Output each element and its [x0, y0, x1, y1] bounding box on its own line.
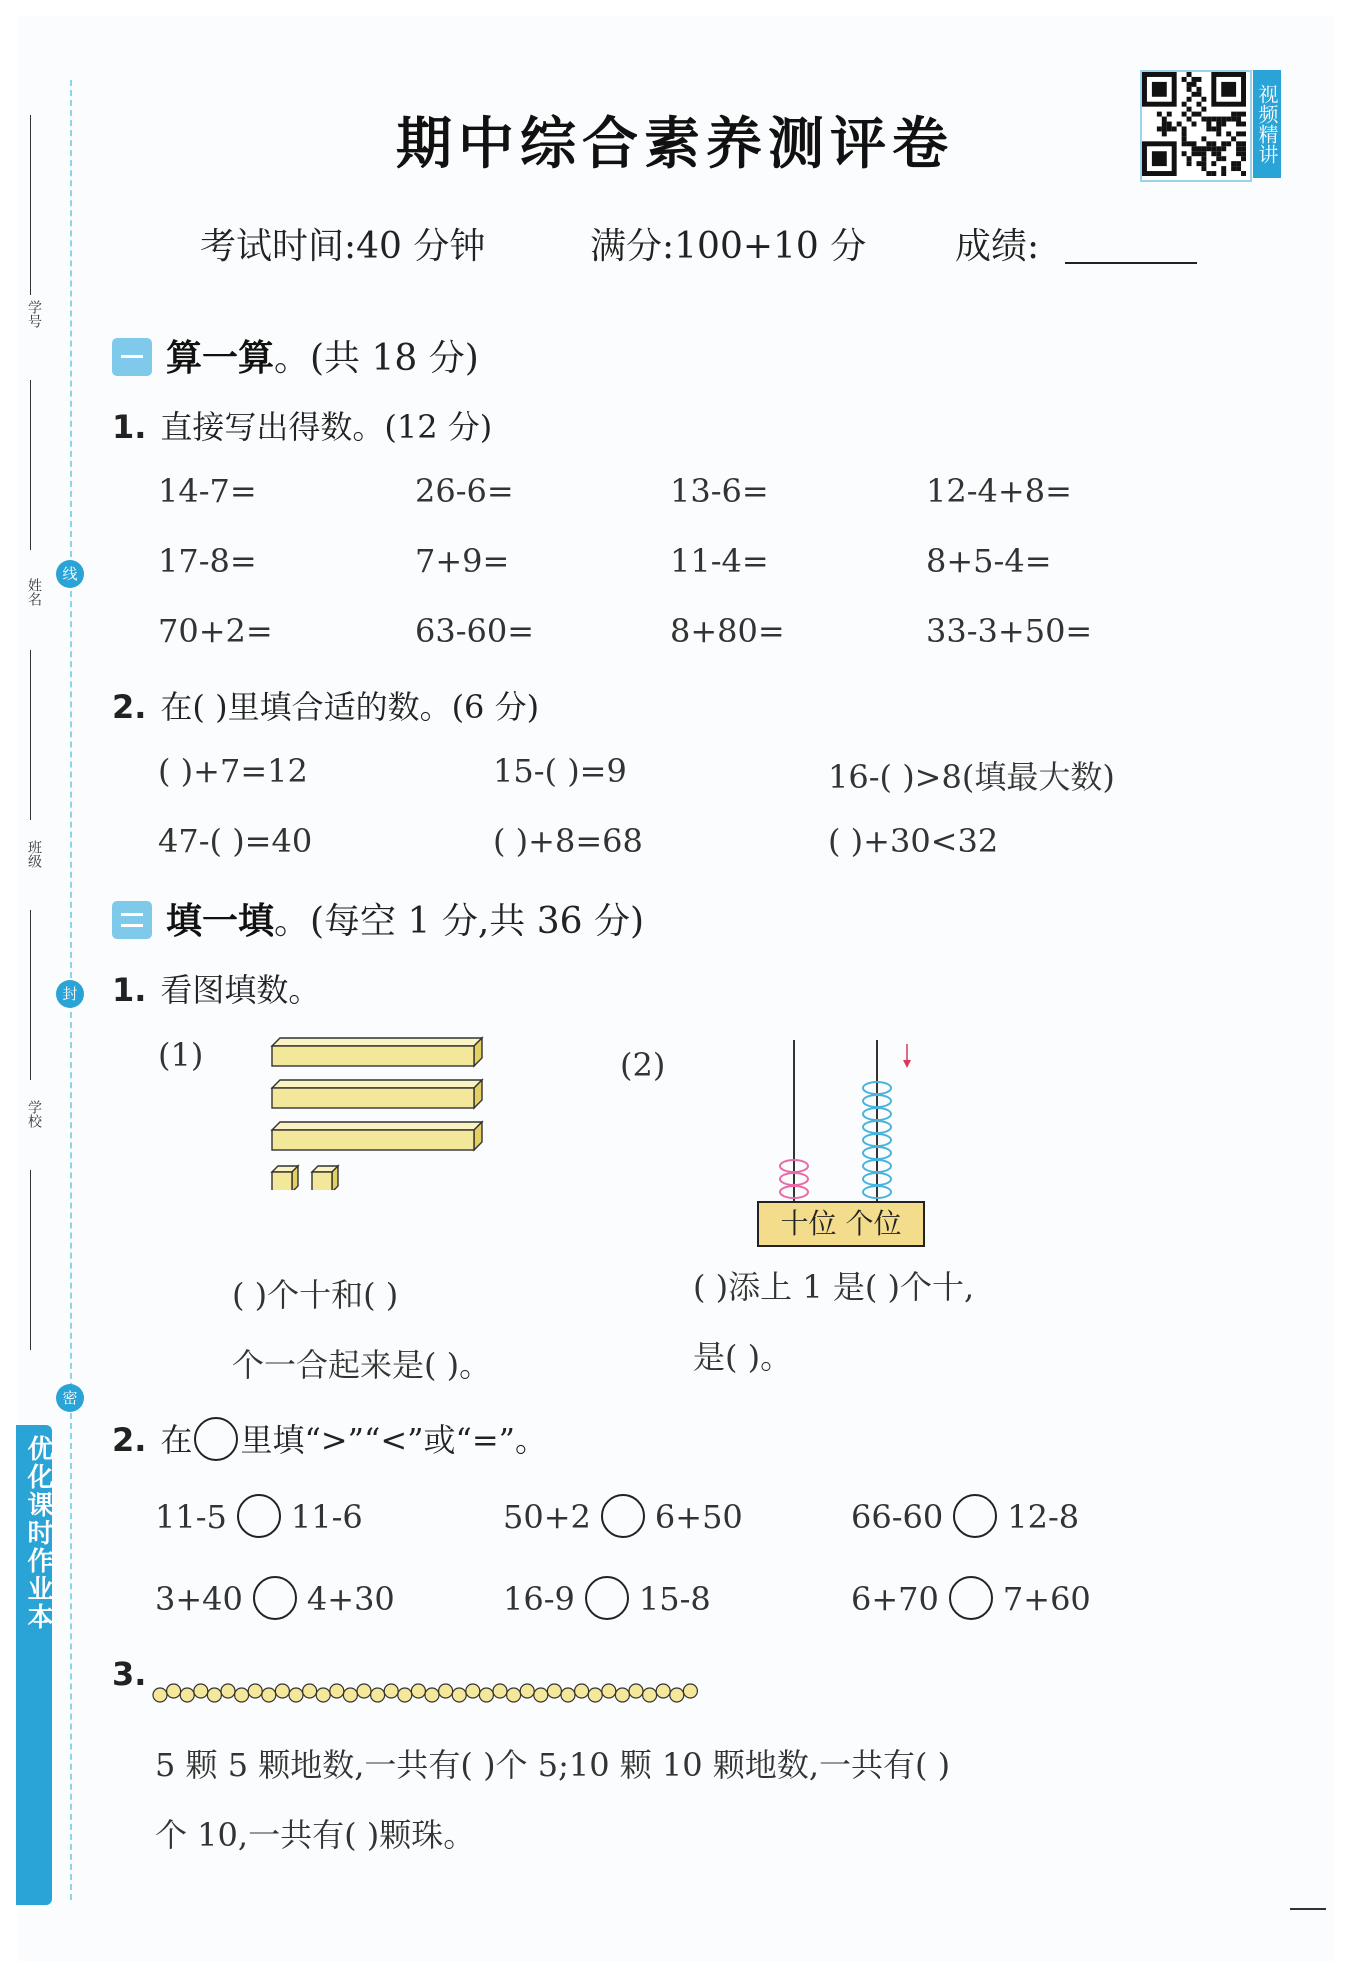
compare-item	[155, 1576, 395, 1620]
compare-item	[503, 1494, 743, 1538]
compare-right: 6+50	[654, 1498, 743, 1536]
class-label: 班级	[26, 840, 42, 868]
abacus-label: 十位 个位	[757, 1201, 925, 1247]
section-1-heading	[112, 330, 479, 381]
qr-pattern	[1142, 72, 1246, 176]
calc-item[interactable]: 63-60=	[415, 612, 535, 650]
bead	[303, 1684, 317, 1698]
q2-1-text: 看图填数。	[160, 971, 321, 1009]
section-2-points: 。(每空 1 分,共 36 分)	[274, 901, 645, 942]
tens-rod	[272, 1046, 474, 1066]
calc-item[interactable]: 11-4=	[670, 542, 769, 580]
compare-left: 50+2	[503, 1498, 591, 1536]
compare-circle[interactable]	[953, 1494, 997, 1538]
bead	[235, 1688, 249, 1702]
tens-rod-top	[272, 1122, 482, 1130]
compare-circle[interactable]	[237, 1494, 281, 1538]
unit-cube	[312, 1172, 332, 1190]
compare-right: 11-6	[290, 1498, 363, 1536]
q1-2-text: 在( )里填合适的数。(6 分)	[160, 688, 540, 726]
score-label: 成绩:	[955, 226, 1040, 267]
bead	[289, 1688, 303, 1702]
bead	[411, 1684, 425, 1698]
bead	[561, 1688, 575, 1702]
part2-label: (2)	[620, 1046, 666, 1084]
full-score: 满分:100+10 分	[590, 226, 867, 267]
calc-item[interactable]: 13-6=	[670, 472, 769, 510]
fill-item[interactable]: 15-( )=9	[493, 752, 627, 790]
tens-rods-figure	[270, 1030, 492, 1190]
calc-item[interactable]: 8+80=	[670, 612, 785, 650]
secret-mark: 密	[56, 1384, 84, 1412]
bead	[180, 1688, 194, 1702]
compare-item	[851, 1494, 1079, 1538]
brand-text: 优化课时作业本	[23, 1435, 53, 1631]
compare-right: 7+60	[1002, 1580, 1091, 1618]
section-2-badge	[112, 901, 152, 939]
compare-left: 6+70	[851, 1580, 939, 1618]
unit-cube	[272, 1172, 292, 1190]
bead	[275, 1684, 289, 1698]
compare-item	[503, 1576, 711, 1620]
tens-rod-top	[272, 1038, 482, 1046]
compare-right: 12-8	[1007, 1498, 1080, 1536]
compare-circle[interactable]	[949, 1576, 993, 1620]
bead	[507, 1688, 521, 1702]
binding-line	[30, 380, 31, 550]
bead	[343, 1688, 357, 1702]
bead	[262, 1688, 276, 1702]
bead	[547, 1684, 561, 1698]
comparison-circle-icon	[194, 1417, 238, 1461]
bead	[588, 1688, 602, 1702]
part2-answer-line1[interactable]: ( )添上 1 是( )个十,	[693, 1268, 975, 1306]
bead	[493, 1684, 507, 1698]
bead	[316, 1688, 330, 1702]
q1-1	[112, 402, 492, 448]
part1-answer-line1[interactable]: ( )个十和( )	[232, 1276, 399, 1314]
bead	[643, 1688, 657, 1702]
bead	[194, 1684, 208, 1698]
binding-line	[30, 1170, 31, 1350]
compare-circle[interactable]	[585, 1576, 629, 1620]
q2-3-line2[interactable]: 个 10,一共有( )颗珠。	[155, 1816, 476, 1854]
compare-circle[interactable]	[601, 1494, 645, 1538]
q1-1-number: 1.	[112, 408, 147, 446]
bead	[466, 1684, 480, 1698]
fill-item[interactable]: ( )+8=68	[493, 822, 643, 860]
q2-1-number: 1.	[112, 971, 147, 1009]
seal-mark: 封	[56, 980, 84, 1008]
bead	[575, 1684, 589, 1698]
q2-2-text-a: 在	[160, 1421, 193, 1459]
score-blank[interactable]	[1065, 262, 1197, 264]
page-title: 期中综合素养测评卷	[396, 111, 954, 177]
bead	[384, 1684, 398, 1698]
bead	[602, 1684, 616, 1698]
binding-line	[30, 910, 31, 1080]
bead	[207, 1688, 221, 1702]
compare-item	[851, 1576, 1091, 1620]
compare-left: 3+40	[155, 1580, 243, 1618]
calc-item[interactable]: 26-6=	[415, 472, 514, 510]
page-number-rule	[1290, 1908, 1326, 1910]
bead	[153, 1688, 167, 1702]
bead	[670, 1688, 684, 1702]
name-label: 姓名	[26, 578, 42, 606]
q2-2	[112, 1415, 547, 1461]
bead	[615, 1688, 629, 1702]
calc-item[interactable]: 17-8=	[158, 542, 257, 580]
part1-label: (1)	[158, 1036, 204, 1074]
q2-3-line1[interactable]: 5 颗 5 颗地数,一共有( )个 5;10 颗 10 颗地数,一共有( )	[155, 1746, 951, 1784]
bead	[629, 1684, 643, 1698]
qr-caption: 视频精讲	[1253, 70, 1281, 178]
section-1-points: 。(共 18 分)	[274, 338, 479, 379]
fill-item[interactable]: ( )+7=12	[158, 752, 308, 790]
bead	[330, 1684, 344, 1698]
q2-1	[112, 965, 320, 1011]
bead	[534, 1688, 548, 1702]
calc-item[interactable]: 33-3+50=	[926, 612, 1093, 650]
bead	[248, 1684, 262, 1698]
q1-1-text: 直接写出得数。(12 分)	[160, 408, 493, 446]
calc-item[interactable]: 8+5-4=	[926, 542, 1052, 580]
section-1-badge	[112, 338, 152, 376]
bead-string-figure	[152, 1680, 704, 1706]
bead	[520, 1684, 534, 1698]
calc-item[interactable]: 14-7=	[158, 472, 257, 510]
bead	[221, 1684, 235, 1698]
bead	[683, 1684, 697, 1698]
fill-item[interactable]: 47-( )=40	[158, 822, 313, 860]
tens-rod	[272, 1088, 474, 1108]
part1-answer-line2[interactable]: 个一合起来是( )。	[232, 1346, 492, 1384]
bead	[167, 1684, 181, 1698]
bead	[439, 1684, 453, 1698]
bead	[425, 1688, 439, 1702]
bead	[371, 1688, 385, 1702]
exam-time: 考试时间:40 分钟	[200, 226, 486, 267]
compare-item	[155, 1494, 363, 1538]
compare-left: 66-60	[851, 1498, 944, 1536]
bead	[398, 1688, 412, 1702]
q1-2	[112, 682, 539, 728]
compare-right: 15-8	[638, 1580, 711, 1618]
qr-code-icon[interactable]	[1140, 70, 1252, 182]
school-label: 学校	[26, 1100, 42, 1128]
line-mark: 线	[56, 560, 84, 588]
section-2-heading	[112, 893, 644, 944]
tens-rod-top	[272, 1080, 482, 1088]
bead	[452, 1688, 466, 1702]
calc-item[interactable]: 7+9=	[415, 542, 510, 580]
compare-left: 16-9	[503, 1580, 575, 1618]
bead	[479, 1688, 493, 1702]
q2-3-number: 3.	[112, 1655, 147, 1693]
student-id-label: 学号	[26, 300, 42, 328]
calc-item[interactable]: 70+2=	[158, 612, 273, 650]
q1-2-number: 2.	[112, 688, 147, 726]
tens-rod	[272, 1130, 474, 1150]
q2-2-number: 2.	[112, 1421, 147, 1459]
section-2-title: 填一填	[166, 900, 275, 942]
compare-left: 11-5	[155, 1498, 227, 1536]
binding-line	[30, 650, 31, 820]
fill-item[interactable]: 16-( )>8(填最大数)	[828, 758, 1115, 796]
abacus-figure	[757, 1040, 921, 1202]
fill-item[interactable]: ( )+30<32	[828, 822, 999, 860]
bead	[357, 1684, 371, 1698]
q2-2-text-b: 里填“>”“<”或“=”。	[240, 1421, 548, 1459]
bead	[656, 1684, 670, 1698]
compare-right: 4+30	[306, 1580, 395, 1618]
section-1-title: 算一算	[166, 337, 275, 379]
part2-answer-line2[interactable]: 是( )。	[693, 1338, 793, 1376]
compare-circle[interactable]	[253, 1576, 297, 1620]
down-arrow-head	[903, 1060, 911, 1068]
calc-item[interactable]: 12-4+8=	[926, 472, 1072, 510]
